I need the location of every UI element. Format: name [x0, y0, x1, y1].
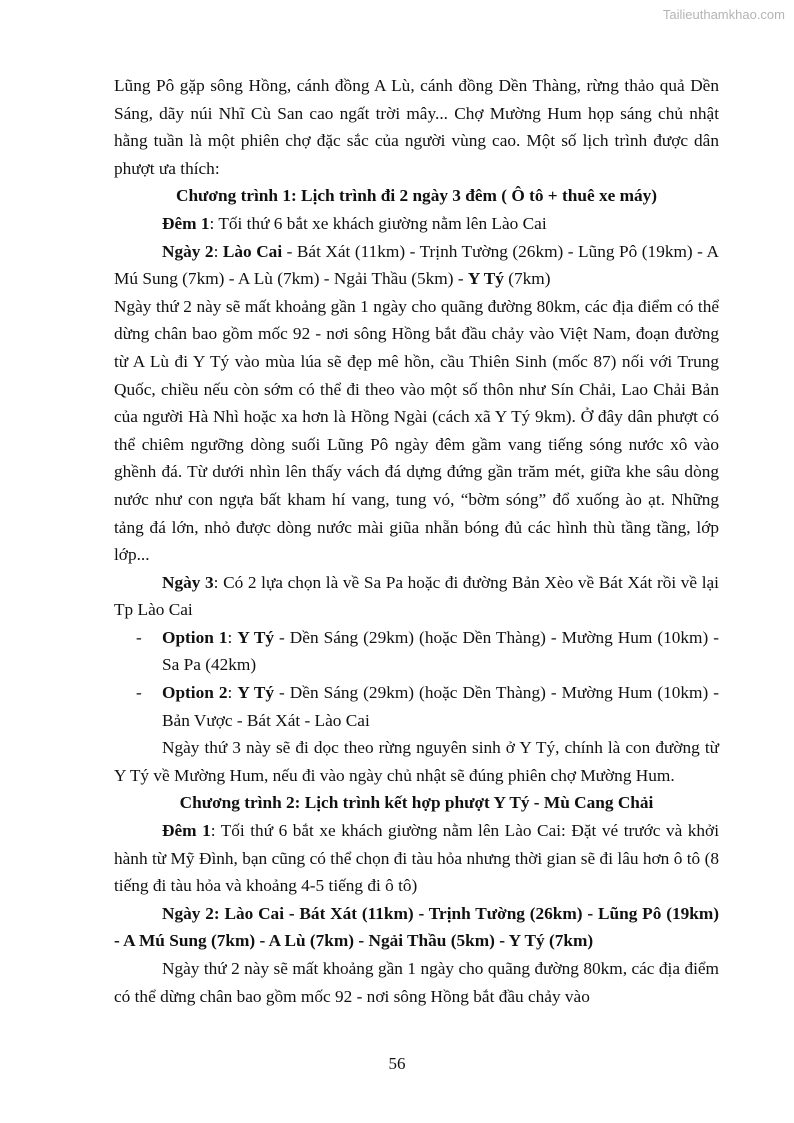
option-2: [114, 679, 719, 734]
day-3-text: : Có 2 lựa chọn là về Sa Pa hoặc đi đường Bản Xèo về Bát Xát rồi về lại Tp Lào Cai: [114, 572, 719, 620]
program-2-day-2-heading: [114, 900, 719, 955]
option-1-label: Option 1: [162, 627, 228, 647]
program-1-title: Chương trình 1: Lịch trình đi 2 ngày 3 đêm ( Ô tô + thuê xe máy): [175, 186, 658, 206]
day-2-tail: (7km): [503, 269, 551, 289]
option-2-sep: :: [227, 683, 238, 703]
program-1-day-3: [114, 569, 719, 624]
program-1-day-3-description: Ngày thứ 3 này sẽ đi dọc theo rừng nguyên sinh ở Y Tý, chính là con đường từ Y Tý về Mường Hum, nếu đi vào ngày chủ nhật sẽ đúng phiên chợ Mường Hum.: [114, 738, 719, 785]
page-number: 56: [388, 1054, 406, 1073]
program-2-day-2-description: Ngày thứ 2 này sẽ mất khoảng gần 1 ngày cho quãng đường 80km, các địa điểm có thể dừng chân bao gồm mốc 92 - nơi sông Hồng bắt đầu chảy vào: [114, 959, 719, 1006]
page-body: [114, 72, 719, 1010]
program-1-day-2-description: Ngày thứ 2 này sẽ mất khoảng gần 1 ngày cho quãng đường 80km, các địa điểm có thể dừng chân bao gồm mốc 92 - nơi sông Hồng bắt đầu chảy vào Việt Nam, đoạn đường từ A Lù đi Y Tý vào mùa lúa sẽ đẹp mê hồn, cầu Thiên Sinh (mốc 87) nối với Trung Quốc, chiều nếu còn sớm có thể đi theo vào một số thôn như Sín Chải, Lao Chải Bản của người Hà Nhì hoặc xa hơn là Hồng Ngài (cách xã Y Tý 9km). Ở đây dân phượt có thể chiêm ngưỡng dòng suối Lũng Pô ngày đêm gầm vang tiếng sóng nước xô vào ghềnh đá. Từ dưới nhìn lên thấy vách đá dựng đứng gần trăm mét, giữa khe sâu dòng nước như con ngựa bất kham hí vang, tung vó, “bờm sóng” đổ xuống ào ạt. Những tảng đá lớn, nhỏ được dòng nước mài giũa nhẵn bóng đủ các hình thù tầng tầng, lớp lớp...: [114, 296, 719, 565]
option-1: [114, 624, 719, 679]
program-2-title: Chương trình 2: Lịch trình kết hợp phượt Y Tý - Mù Cang Chải: [179, 793, 654, 813]
day-2-label: Ngày 2: [162, 241, 214, 261]
day-2-route: - Bát Xát (11km) - Trịnh Tường (26km) - Lũng Pô (19km) - A Mú Sung (7km) - A Lù (7km) - Ngải Thầu (5km) -: [114, 241, 719, 289]
option-1-dash: -: [136, 627, 142, 647]
program-1-night-1: [114, 210, 719, 238]
option-2-dash: -: [136, 683, 142, 703]
day-2-start: Lào Cai: [222, 241, 283, 261]
option-1-sep: :: [227, 627, 238, 647]
option-2-label: Option 2: [162, 683, 228, 703]
p2-day-2-heading-text: Ngày 2: Lào Cai - Bát Xát (11km) - Trịnh Tường (26km) - Lũng Pô (19km) - A Mú Sung (7km) - A Lù (7km) - Ngải Thầu (5km) - Y Tý (7km): [114, 903, 719, 951]
option-1-text: - Dền Sáng (29km) (hoặc Dền Thàng) - Mường Hum (10km) - Sa Pa (42km): [162, 627, 719, 675]
option-2-text: - Dền Sáng (29km) (hoặc Dền Thàng) - Mường Hum (10km) - Bản Vược - Bát Xát - Lào Cai: [162, 683, 719, 730]
program-1-day-2: [114, 238, 719, 293]
day-3-label: Ngày 3: [162, 572, 214, 592]
p2-night-1-text: : Tối thứ 6 bắt xe khách giường nằm lên Lào Cai: Đặt vé trước và khởi hành từ Mỹ Đình, bạn cũng có thể chọn đi tàu hỏa nhưng thời gian sẽ đi lâu hơn ô tô (8 tiếng đi tàu hỏa và khoảng 4-5 tiếng đi ô tô): [114, 821, 719, 896]
day-2-end: Y Tý: [467, 269, 504, 289]
night-1-label: Đêm 1: [162, 213, 210, 233]
watermark: Tailieuthamkhao.com: [662, 7, 785, 22]
option-1-start: Y Tý: [237, 627, 275, 647]
night-1-text: : Tối thứ 6 bắt xe khách giường nằm lên Lào Cai: [209, 213, 547, 233]
option-2-start: Y Tý: [237, 683, 275, 703]
p2-night-1-label: Đêm 1: [162, 821, 211, 841]
day-2-sep: :: [213, 241, 223, 261]
program-2-night-1: [114, 817, 719, 900]
intro-paragraph: Lũng Pô gặp sông Hồng, cánh đồng A Lù, cánh đồng Dền Thàng, rừng thảo quả Dền Sáng, dãy núi Nhĩ Cù San cao ngất trời mây... Chợ Mường Hum họp sáng chủ nhật hằng tuần là một phiên chợ đặc sắc của người vùng cao. Một số lịch trình được dân phượt ưa thích:: [114, 76, 719, 178]
